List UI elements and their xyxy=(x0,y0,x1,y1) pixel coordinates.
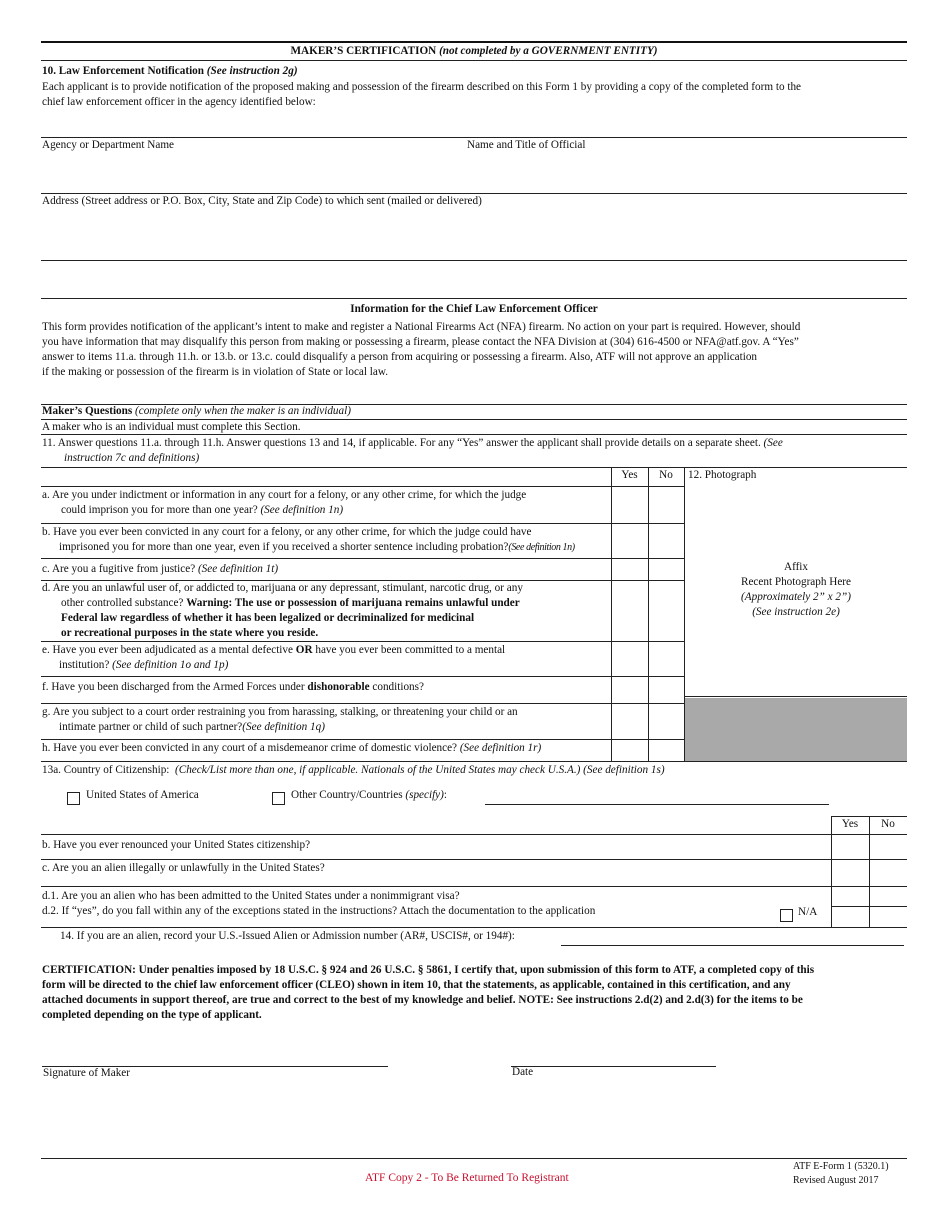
no-header: No xyxy=(659,469,673,481)
certification-line: form will be directed to the chief law enforcement officer (CLEO) shown in item 10, that the statements, as applicable, contained in this certification, and any xyxy=(42,979,791,991)
question-11e-line1b: have you ever been committed to a mental xyxy=(315,644,506,656)
question-11b-line2: imprisoned you for more than one year, even if you received a shorter sentence including probation? xyxy=(59,541,509,553)
question-13c: c. Are you an alien illegally or unlawfully in the United States? xyxy=(42,862,325,874)
address-field[interactable] xyxy=(42,212,907,258)
other-country-specify: (specify) xyxy=(405,789,444,801)
question-11b xyxy=(42,525,612,555)
signature-field[interactable] xyxy=(42,1040,388,1066)
item11-instr2: instruction 7c and definitions) xyxy=(64,452,200,464)
q13d1-yes-cell[interactable] xyxy=(832,887,868,906)
q11d-no-cell[interactable] xyxy=(649,581,683,640)
item10-text xyxy=(42,80,908,110)
question-13d1: d.1. Are you an alien who has been admitted to the United States under a nonimmigrant visa? xyxy=(42,890,460,902)
cleo-info-text xyxy=(42,320,908,380)
photograph-shaded-area xyxy=(685,698,907,761)
photograph-recent: Recent Photograph Here xyxy=(741,576,851,588)
q11c-no-cell[interactable] xyxy=(649,559,683,579)
certification-line: completed depending on the type of applicant. xyxy=(42,1009,262,1021)
q11a-yes-cell[interactable] xyxy=(612,487,647,522)
q11f-yes-cell[interactable] xyxy=(612,677,647,702)
official-name-label: Name and Title of Official xyxy=(467,139,586,151)
q11h-yes-cell[interactable] xyxy=(612,740,647,760)
usa-checkbox[interactable] xyxy=(67,792,80,805)
certification-line: attached documents in support thereof, are true and correct to the best of my knowledge and belief. NOTE: See instructions 2.d(2) and 2.d(3) for the items to be xyxy=(42,994,803,1006)
q11g-yes-cell[interactable] xyxy=(612,704,647,738)
item13a-note: (Check/List more than one, if applicable. Nationals of the United States may check U.S.A.) (See definition 1s) xyxy=(175,764,665,776)
official-name-field[interactable] xyxy=(467,158,907,192)
item11-text: 11. Answer questions 11.a. through 11.h. Answer questions 13 and 14, if applicable. For any “Yes” answer the applicant shall provide details on a separate sheet. xyxy=(42,437,761,449)
footer-form-number: ATF E-Form 1 (5320.1) xyxy=(793,1161,889,1172)
q11d-yes-cell[interactable] xyxy=(612,581,647,640)
q11a-no-cell[interactable] xyxy=(649,487,683,522)
question-11e xyxy=(42,643,612,673)
item13-yes-header: Yes xyxy=(841,818,859,830)
photograph-instruction: (See instruction 2e) xyxy=(752,606,840,618)
alien-number-field[interactable] xyxy=(561,929,904,945)
question-11f-bold: dishonorable xyxy=(307,681,370,693)
cleo-info-line: This form provides notification of the applicant’s intent to make and register a National Firearms Act (NFA) firearm. No action on your part is required. However, should xyxy=(42,321,801,333)
footer-revised: Revised August 2017 xyxy=(793,1175,879,1186)
question-11g-def: (See definition 1q) xyxy=(242,721,325,733)
question-11b-line1: b. Have you ever been convicted in any court for a felony, or any other crime, for which the judge could have xyxy=(42,526,532,538)
item13-no-header: No xyxy=(881,818,895,830)
item10-text-line2: chief law enforcement officer in the agency identified below: xyxy=(42,96,316,108)
question-11g-line2: intimate partner or child of such partner? xyxy=(59,721,243,733)
item10-text-line1: Each applicant is to provide notification of the proposed making and possession of the firearm described on this Form 1 by providing a copy of the completed form to the xyxy=(42,81,802,93)
photograph-size: (Approximately 2” x 2”) xyxy=(741,591,851,603)
other-country-label-wrap xyxy=(291,789,447,801)
question-11a xyxy=(42,488,607,518)
question-11f xyxy=(42,680,607,695)
q11c-yes-cell[interactable] xyxy=(612,559,647,579)
question-11e-line1a: e. Have you ever been adjudicated as a mental defective xyxy=(42,644,293,656)
agency-name-field[interactable] xyxy=(42,158,462,192)
q13b-no-cell[interactable] xyxy=(870,835,906,858)
item11-instructions xyxy=(42,436,908,466)
question-11g-line1: g. Are you subject to a court order restraining you from harassing, stalking, or threatening your child or an xyxy=(42,706,518,718)
question-11d-warning2: Federal law regardless of whether it has been legalized or decriminalized for medicinal xyxy=(61,612,475,624)
photograph-label: 12. Photograph xyxy=(688,469,757,481)
item11-see: (See xyxy=(763,437,783,449)
question-11c-text: c. Are you a fugitive from justice? xyxy=(42,563,196,575)
item10-heading xyxy=(42,65,298,77)
section-title-note: (not completed by a GOVERNMENT ENTITY) xyxy=(439,45,658,57)
q11h-no-cell[interactable] xyxy=(649,740,683,760)
na-checkbox[interactable] xyxy=(780,909,793,922)
makers-questions-title: Maker’s Questions xyxy=(42,405,133,417)
item10-label: 10. Law Enforcement Notification xyxy=(42,65,204,77)
question-11a-line2: could imprison you for more than one year? xyxy=(61,504,258,516)
certification-text xyxy=(42,963,908,1023)
date-label: Date xyxy=(512,1066,534,1078)
question-11b-def: (See definition 1n) xyxy=(508,542,575,553)
q11e-no-cell[interactable] xyxy=(649,642,683,675)
q11b-no-cell[interactable] xyxy=(649,524,683,557)
certification-line: CERTIFICATION: Under penalties imposed by 18 U.S.C. § 924 and 26 U.S.C. § 5861, I certify that, upon submission of this form to ATF, a completed copy of this xyxy=(42,964,815,976)
question-11e-def: (See definition 1o and 1p) xyxy=(112,659,229,671)
question-11a-def: (See definition 1n) xyxy=(260,504,344,516)
other-country-colon: : xyxy=(443,789,447,801)
q11g-no-cell[interactable] xyxy=(649,704,683,738)
q11f-no-cell[interactable] xyxy=(649,677,683,702)
makers-questions-note: (complete only when the maker is an individual) xyxy=(135,405,351,417)
item14-label: 14. If you are an alien, record your U.S.-Issued Alien or Admission number (AR#, USCIS#, or 194#): xyxy=(60,930,515,942)
agency-name-label: Agency or Department Name xyxy=(42,139,175,151)
q13d1-no-cell[interactable] xyxy=(870,887,906,906)
question-11d-warning1: Warning: The use or possession of marijuana remains unlawful under xyxy=(186,597,520,609)
question-11e-line2: institution? xyxy=(59,659,110,671)
q11b-yes-cell[interactable] xyxy=(612,524,647,557)
other-country-field[interactable] xyxy=(485,788,829,804)
question-11c-def: (See definition 1t) xyxy=(197,563,279,575)
q13d2-yes-cell[interactable] xyxy=(832,907,868,927)
section-title-text: MAKER’S CERTIFICATION xyxy=(290,45,437,57)
question-13b: b. Have you ever renounced your United States citizenship? xyxy=(42,839,311,851)
question-13d2: d.2. If “yes”, do you fall within any of the exceptions stated in the instructions? Attach the documentation to the application xyxy=(42,905,596,917)
makers-questions-subtitle: A maker who is an individual must complete this Section. xyxy=(42,421,301,433)
question-11e-or: OR xyxy=(295,644,313,656)
q13c-no-cell[interactable] xyxy=(870,860,906,885)
question-11a-line1: a. Are you under indictment or information in any court for a felony, or any other crime, for which the judge xyxy=(42,489,527,501)
na-label: N/A xyxy=(798,906,818,918)
question-11d-line1: d. Are you an unlawful user of, or addicted to, marijuana or any depressant, stimulant, narcotic drug, or any xyxy=(42,582,523,594)
yes-header: Yes xyxy=(621,469,638,481)
question-11g xyxy=(42,705,612,735)
question-11d xyxy=(42,581,612,641)
q11e-yes-cell[interactable] xyxy=(612,642,647,675)
address-label: Address (Street address or P.O. Box, City, State and Zip Code) to which sent (mailed or delivered) xyxy=(42,195,482,207)
question-11f-text-a: f. Have you been discharged from the Armed Forces under xyxy=(42,681,305,693)
usa-label: United States of America xyxy=(86,789,199,801)
question-11f-text-b: conditions? xyxy=(372,681,424,693)
makers-questions-heading xyxy=(42,405,351,417)
question-11d-warning3: or recreational purposes in the state where you reside. xyxy=(61,627,319,639)
question-11h-text: h. Have you ever been convicted in any court of a misdemeanor crime of domestic violence? xyxy=(42,742,458,754)
question-11h-def: (See definition 1r) xyxy=(459,742,542,754)
other-country-label: Other Country/Countries xyxy=(291,789,403,801)
cleo-info-line: if the making or possession of the firearm is in violation of State or local law. xyxy=(42,366,389,378)
photograph-affix: Affix xyxy=(783,561,809,573)
item10-instruction: (See instruction 2g) xyxy=(206,65,298,77)
question-11h xyxy=(42,741,612,756)
question-11d-line2: other controlled substance? xyxy=(61,597,184,609)
cleo-info-line: you have information that may disqualify this person from making or possessing a firearm, please contact the NFA Division at (304) 616-4500 or NFA@atf.gov. A “Yes” xyxy=(42,336,799,348)
cleo-info-title: Information for the Chief Law Enforcement Officer xyxy=(350,303,598,315)
footer-copy-note: ATF Copy 2 - To Be Returned To Registrant xyxy=(365,1172,569,1184)
section-title xyxy=(41,45,907,57)
item13a-heading xyxy=(42,764,665,776)
question-11c xyxy=(42,562,607,577)
signature-label: Signature of Maker xyxy=(43,1067,130,1079)
date-field[interactable] xyxy=(511,1040,716,1066)
q13b-yes-cell[interactable] xyxy=(832,835,868,858)
q13d2-no-cell[interactable] xyxy=(870,907,906,927)
item13a-label: 13a. Country of Citizenship: xyxy=(42,764,170,776)
cleo-info-line: answer to items 11.a. through 11.h. or 13.b. or 13.c. could disqualify a person from acquiring or possessing a firearm. Also, ATF will not approve an application xyxy=(42,351,758,363)
other-country-checkbox[interactable] xyxy=(272,792,285,805)
photograph-box[interactable] xyxy=(686,488,906,694)
q13c-yes-cell[interactable] xyxy=(832,860,868,885)
